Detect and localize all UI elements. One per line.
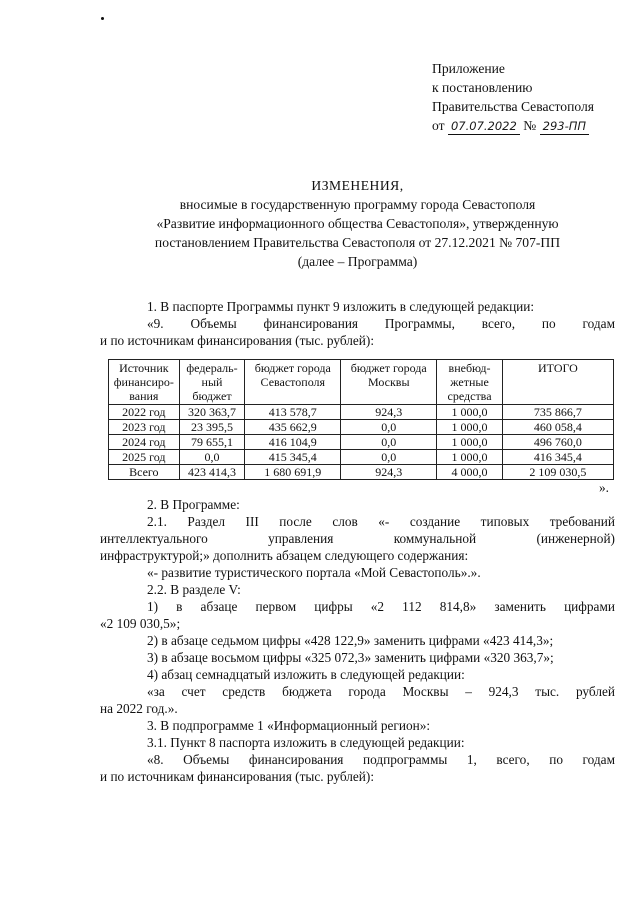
section-1-quote-line-2: и по источникам финансирования (тыс. рублей): <box>100 333 375 348</box>
section-2-2-heading: 2.2. В разделе V: <box>147 582 241 597</box>
cell: 0,0 <box>179 450 245 465</box>
section-1-quote-line-1: «9. Объемы финансирования Программы, всего, по годам <box>147 316 615 331</box>
cell: 2022 год <box>109 405 180 420</box>
section-3-1: 3.1. Пункт 8 паспорта изложить в следующей редакции: <box>147 735 465 750</box>
cell: 2023 год <box>109 420 180 435</box>
section-2-2-item-3: 3) в абзаце восьмом цифры «325 072,3» заменить цифрами «320 363,7»; <box>147 650 554 665</box>
cell: 924,3 <box>341 465 437 480</box>
table-row <box>109 420 614 435</box>
section-2-1-quote: «- развитие туристического портала «Мой Севастополь».». <box>147 565 481 580</box>
section-2-2-item-4: 4) абзац семнадцатый изложить в следующей редакции: <box>147 667 465 682</box>
section-2-1-line-3: инфраструктурой;» дополнить абзацем следующего содержания: <box>100 548 469 563</box>
cell: 413 578,7 <box>245 405 341 420</box>
table-header-row <box>109 360 614 405</box>
appendix-line-2: к постановлению <box>432 80 533 95</box>
table-row <box>109 435 614 450</box>
section-2-1-line-1: 2.1. Раздел III после слов «- создание типовых требований <box>147 514 615 529</box>
cell: 460 058,4 <box>502 420 613 435</box>
cell: 496 760,0 <box>502 435 613 450</box>
cell: 1 000,0 <box>437 450 503 465</box>
cell: 4 000,0 <box>437 465 503 480</box>
section-3-1-quote-line-1: «8. Объемы финансирования подпрограммы 1, всего, по годам <box>147 752 615 767</box>
cell: 1 000,0 <box>437 435 503 450</box>
cell: 735 866,7 <box>502 405 613 420</box>
header-extrabudget: внебюд-жетные средства <box>437 360 503 405</box>
date-prefix: от <box>432 118 445 133</box>
cell: 415 345,4 <box>245 450 341 465</box>
cell: Всего <box>109 465 180 480</box>
table-row <box>109 405 614 420</box>
appendix-block <box>432 59 632 135</box>
appendix-line-3: Правительства Севастополя <box>432 99 595 114</box>
header-source: Источник финансиро-вания <box>109 360 180 405</box>
section-2-heading: 2. В Программе: <box>147 497 240 512</box>
number-prefix: № <box>523 118 537 133</box>
cell: 416 345,4 <box>502 450 613 465</box>
header-sevastopol: бюджет города Севастополя <box>245 360 341 405</box>
title-line-4: (далее – Программа) <box>297 254 418 269</box>
decree-date: 07.07.2022 <box>448 119 520 135</box>
header-total: ИТОГО <box>502 360 613 405</box>
cell: 0,0 <box>341 420 437 435</box>
cell: 320 363,7 <box>179 405 245 420</box>
table-total-row <box>109 465 614 480</box>
table-closing-quote: ». <box>599 480 609 495</box>
cell: 1 000,0 <box>437 420 503 435</box>
cell: 1 680 691,9 <box>245 465 341 480</box>
section-2-1-line-2: интеллектуального управления коммунальной (инженерной) <box>100 531 615 546</box>
header-moscow: бюджет города Москвы <box>341 360 437 405</box>
table-row <box>109 450 614 465</box>
title-heading: ИЗМЕНЕНИЯ, <box>311 178 404 193</box>
cell: 23 395,5 <box>179 420 245 435</box>
scan-dot <box>101 17 104 20</box>
section-2-2-item-4-quote-line-1: «за счет средств бюджета города Москвы – 924,3 тыс. рублей <box>147 684 615 699</box>
header-federal: федераль-ный бюджет <box>179 360 245 405</box>
cell: 2025 год <box>109 450 180 465</box>
cell: 2 109 030,5 <box>502 465 613 480</box>
section-2-2-item-2: 2) в абзаце седьмом цифры «428 122,9» заменить цифрами «423 414,3»; <box>147 633 554 648</box>
cell: 416 104,9 <box>245 435 341 450</box>
appendix-line-1: Приложение <box>432 61 505 76</box>
section-2-2-item-4-quote-line-2: на 2022 год.». <box>100 701 178 716</box>
cell: 79 655,1 <box>179 435 245 450</box>
document-body <box>100 298 615 785</box>
cell: 2024 год <box>109 435 180 450</box>
appendix-date-line <box>432 116 632 135</box>
title-line-1: вносимые в государственную программу города Севастополя <box>179 197 536 212</box>
title-line-2: «Развитие информационного общества Севастополя», утвержденную <box>156 216 559 231</box>
decree-number: 293-ПП <box>540 119 589 135</box>
financing-table <box>108 359 614 480</box>
document-title <box>100 176 615 271</box>
cell: 1 000,0 <box>437 405 503 420</box>
cell: 435 662,9 <box>245 420 341 435</box>
title-line-3: постановлением Правительства Севастополя от 27.12.2021 № 707-ПП <box>154 235 561 250</box>
cell: 0,0 <box>341 435 437 450</box>
cell: 0,0 <box>341 450 437 465</box>
section-2-2-item-1-line-2: «2 109 030,5»; <box>100 616 181 631</box>
cell: 423 414,3 <box>179 465 245 480</box>
cell: 924,3 <box>341 405 437 420</box>
section-3-heading: 3. В подпрограмме 1 «Информационный регион»: <box>147 718 431 733</box>
section-1-intro: 1. В паспорте Программы пункт 9 изложить в следующей редакции: <box>147 299 535 314</box>
section-3-1-quote-line-2: и по источникам финансирования (тыс. рублей): <box>100 769 375 784</box>
section-2-2-item-1-line-1: 1) в абзаце первом цифры «2 112 814,8» заменить цифрами <box>147 599 615 614</box>
